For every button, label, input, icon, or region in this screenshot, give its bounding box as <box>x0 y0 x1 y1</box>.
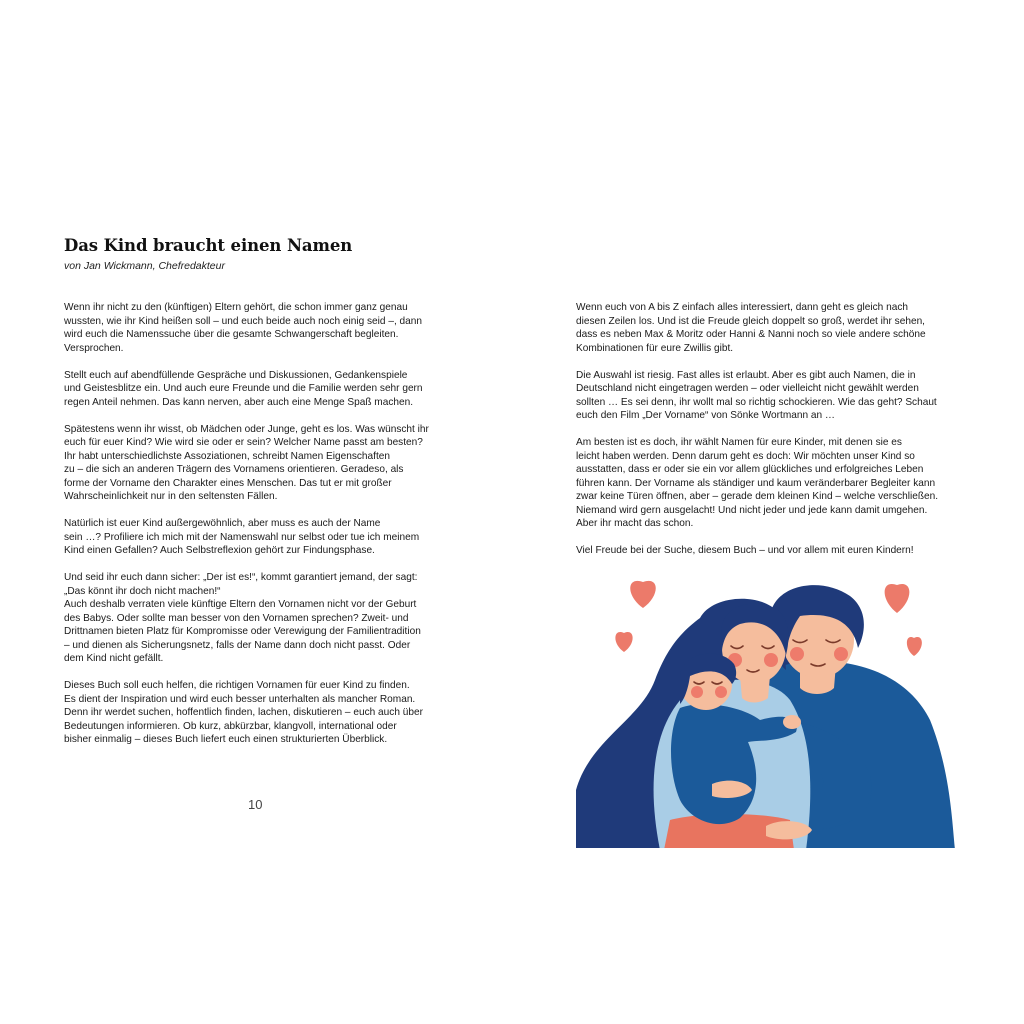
text-line: zu – die sich an anderen Trägern des Vornamens orientieren. Geradeso, als <box>64 464 404 475</box>
text-line: bisher einmalig – dieses Buch liefert euch einen strukturierten Überblick. <box>64 734 388 745</box>
text-line: zwar keine Türen öffnen, aber – gerade dem kleinen Kind – welche verschließen. <box>576 491 939 502</box>
text-line: Aber ihr macht das schon. <box>576 518 694 529</box>
text-line: Es dient der Inspiration und wird euch besser unterhalten als mancher Roman. <box>64 693 416 705</box>
text-line: führen kann. Der Vorname als ständiger und kaum veränderbarer Begleiter kann <box>576 477 936 489</box>
text-line: – und dienen als Sicherungsnetz, falls der Name dann doch nicht passt. Oder <box>64 639 411 651</box>
text-line: wussten, wie ihr Kind heißen soll – und euch beide auch noch einig seid –, dann <box>64 315 423 327</box>
text-line: Wenn ihr nicht zu den (künftigen) Eltern gehört, die schon immer ganz genau <box>64 302 408 313</box>
text-line: Niemand wird gern ausgelacht! Und nicht jeder und jede kann damit umgehen. <box>576 504 928 516</box>
author-byline: von Jan Wickmann, Chefredakteur <box>64 260 225 272</box>
text-line: Bedeutungen informieren. Ob kurz, abkürzbar, klangvoll, international oder <box>64 720 397 732</box>
text-line: ausstatten, dass er oder sie ein vor allem glückliches und erfolgreiches Leben <box>576 464 924 475</box>
text-line: leicht haben werden. Denn darum geht es doch: Wir möchten unser Kind so <box>576 450 915 462</box>
text-line: Kombinationen für eure Zwillis gibt. <box>576 342 734 354</box>
text-line: sein …? Profiliere ich mich mit der Namenswahl nur selbst oder tue ich meinem <box>64 531 420 543</box>
right-column-paragraph <box>576 301 968 355</box>
right-column-paragraph <box>576 436 968 531</box>
text-line: euch den Film „Der Vorname“ von Sönke Wortmann an … <box>576 410 836 421</box>
text-line: Ihr habt unterschiedlichste Assoziationen, schreibt Namen Eigenschaften <box>64 450 390 462</box>
text-line: Wenn euch von A bis Z einfach alles interessiert, dann geht es gleich nach <box>576 302 908 313</box>
text-line: euch für euer Kind? Wie wird sie oder er sein? Welcher Name passt am besten? <box>64 437 423 448</box>
text-line: Spätestens wenn ihr wisst, ob Mädchen oder Junge, geht es los. Was wünscht ihr <box>64 423 429 435</box>
heart-icon <box>885 584 910 613</box>
text-line: Und seid ihr euch dann sicher: „Der ist es!“, kommt garantiert jemand, der sagt: <box>64 572 418 583</box>
text-line: Viel Freude bei der Suche, diesem Buch – und vor allem mit euren Kindern! <box>576 545 914 556</box>
right-column-paragraph <box>576 369 968 423</box>
left-column-paragraph <box>64 571 456 666</box>
text-line: Stellt euch auf abendfüllende Gespräche und Diskussionen, Gedankenspiele <box>64 369 408 381</box>
text-line: „Das könnt ihr doch nicht machen!“ <box>64 585 221 597</box>
text-line: Auch deshalb verraten viele künftige Eltern den Vornamen nicht vor der Geburt <box>64 599 417 610</box>
left-column-paragraph <box>64 369 456 410</box>
text-line: dem Kind nicht gefällt. <box>64 653 164 664</box>
heart-icon <box>907 637 922 656</box>
left-column-paragraph <box>64 423 456 504</box>
heart-icon <box>630 581 656 608</box>
right-text-column <box>576 301 968 571</box>
text-line: Denn ihr werdet suchen, hoffentlich finden, lachen, diskutieren – euch auch über <box>64 707 423 718</box>
left-column-paragraph <box>64 301 456 355</box>
page-number: 10 <box>248 797 263 812</box>
text-line: Wahrscheinlichkeit nur in den seltensten Fällen. <box>64 491 278 502</box>
text-line: diesen Zeilen los. Und ist die Freude gleich doppelt so groß, werdet ihr sehen, <box>576 315 925 327</box>
page-title: Das Kind braucht einen Namen <box>64 236 353 255</box>
text-line: Versprochen. <box>64 342 124 354</box>
text-line: sollten … Es sei denn, ihr wollt mal so richtig schockieren. Wie das geht? Schaut <box>576 396 937 408</box>
text-line: Kind einen Gefallen? Auch Selbstreflexion gehört zur Findungsphase. <box>64 545 375 556</box>
text-line: Drittnamen bieten Platz für Kompromisse oder Verewigung der Familientradition <box>64 626 421 637</box>
text-line: forme der Vorname den Charakter eines Menschen. Das tut er mit großer <box>64 477 392 489</box>
text-line: Natürlich ist euer Kind außergewöhnlich, aber muss es auch der Name <box>64 518 381 529</box>
text-line: Am besten ist es doch, ihr wählt Namen für eure Kinder, mit denen sie es <box>576 437 902 448</box>
text-line: wird euch die Namenssuche über die gesamte Schwangerschaft begleiten. <box>64 329 399 340</box>
text-line: des Babys. Oder sollte man besser von den Vornamen sprechen? Zweit- und <box>64 612 409 624</box>
left-text-column <box>64 301 456 760</box>
left-column-paragraph <box>64 517 456 558</box>
left-column-paragraph <box>64 679 456 747</box>
right-column-paragraph <box>576 544 968 558</box>
text-line: und Geistesblitze ein. Und auch eure Freunde und die Familie werden sehr gern <box>64 383 423 394</box>
family-hug-illustration <box>576 566 968 850</box>
heart-icon <box>615 632 632 652</box>
text-line: Deutschland nicht eingetragen werden – oder vielleicht nicht gewählt werden <box>576 383 919 394</box>
text-line: regen Anteil nehmen. Das kann nerven, aber auch eine Menge Spaß machen. <box>64 396 414 408</box>
text-line: Dieses Buch soll euch helfen, die richtigen Vornamen für euer Kind zu finden. <box>64 680 410 691</box>
text-line: dass es neben Max & Moritz oder Hanni & Nanni noch so viele andere schöne <box>576 329 926 340</box>
text-line: Die Auswahl ist riesig. Fast alles ist erlaubt. Aber es gibt auch Namen, die in <box>576 369 916 381</box>
